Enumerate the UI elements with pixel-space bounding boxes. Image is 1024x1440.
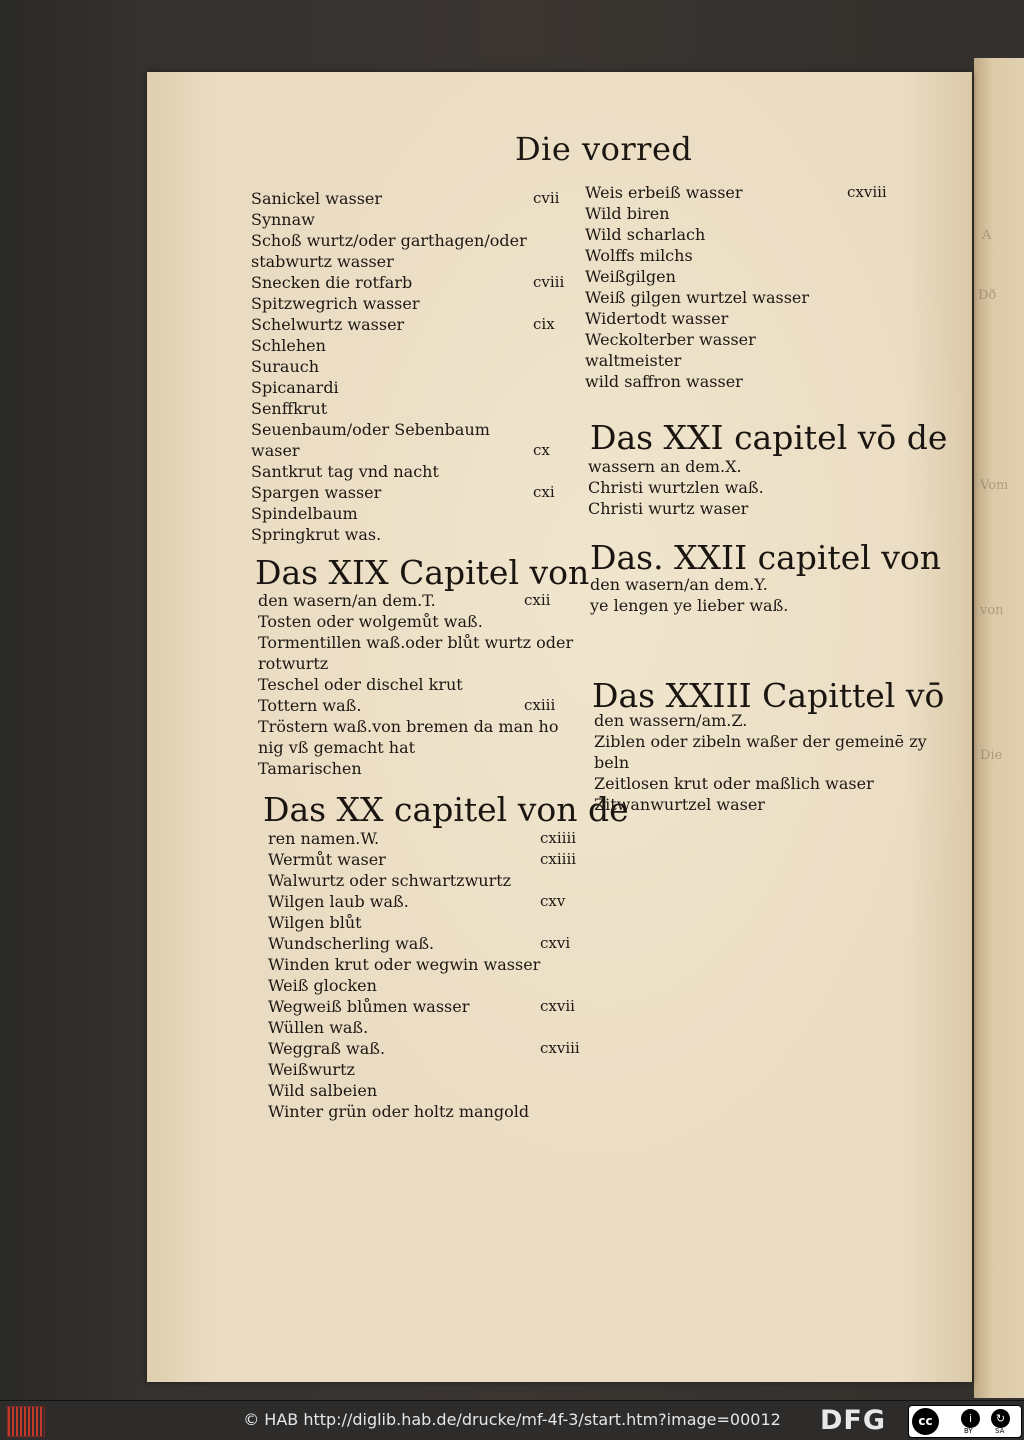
index-entry-text: Wüllen waß.	[268, 1018, 369, 1037]
index-entry-text: rotwurtz	[258, 654, 329, 673]
index-entry-text: Wild biren	[585, 204, 670, 223]
folio-number: cviii	[533, 273, 565, 291]
index-entry-text: nig vß gemacht hat	[258, 738, 416, 757]
index-entry	[251, 272, 571, 293]
index-entry	[258, 758, 578, 779]
index-entry-text: Wilgen blůt	[268, 913, 362, 932]
index-entry	[251, 482, 571, 503]
index-entry-text: Christi wurtzlen waß.	[588, 478, 764, 497]
index-entry-text: Schoß wurtz/oder garthagen/oder	[251, 231, 527, 250]
index-entry-text: Sanickel wasser	[251, 189, 383, 208]
chapter-xix-index	[258, 590, 578, 779]
index-entry	[268, 1017, 588, 1038]
left-column-index	[251, 188, 571, 545]
folio-number: cxvi	[540, 934, 571, 952]
cc-icon: cc	[912, 1408, 939, 1435]
index-entry	[594, 794, 909, 815]
folio-number: cxi	[533, 483, 555, 501]
index-entry-text: Schlehen	[251, 336, 326, 355]
index-entry	[585, 350, 900, 371]
footer-bar	[0, 1400, 1024, 1440]
folio-number: cvii	[533, 189, 560, 207]
index-entry-text: Senffkrut	[251, 399, 328, 418]
folio-number: cix	[533, 315, 555, 333]
index-entry-text: Winter grün oder holtz mangold	[268, 1102, 530, 1121]
index-entry-text: Weis erbeiß wasser	[585, 183, 743, 202]
chapter-xx-index	[268, 828, 588, 1122]
index-entry-text: Christi wurtz waser	[588, 499, 749, 518]
index-entry-text: Seuenbaum/oder Sebenbaum	[251, 420, 490, 439]
chapter-xxi-heading: Das XXI capitel vō de	[590, 418, 948, 457]
index-entry	[594, 752, 909, 773]
index-entry-text: Tröstern waß.von bremen da man ho	[258, 717, 559, 736]
chapter-xxiii-index	[594, 710, 927, 815]
right-column-index	[585, 182, 900, 392]
index-entry	[594, 773, 909, 794]
index-entry	[268, 1059, 588, 1080]
dfg-logo: DFG	[820, 1405, 887, 1436]
folio-number: cxii	[524, 591, 551, 609]
index-entry-text: Synnaw	[251, 210, 315, 229]
chapter-xxii-heading: Das. XXII capitel von	[590, 538, 942, 577]
folio-number: cxiii	[524, 696, 556, 714]
index-entry-text: Spargen wasser	[251, 483, 382, 502]
index-entry	[258, 653, 578, 674]
index-entry	[585, 329, 900, 350]
index-entry	[585, 182, 900, 203]
folio-number: cxviii	[540, 1039, 580, 1057]
index-entry	[268, 849, 588, 870]
index-entry	[268, 912, 588, 933]
index-entry-text: stabwurtz wasser	[251, 252, 394, 271]
index-entry	[251, 356, 571, 377]
index-entry	[251, 398, 571, 419]
index-entry-text: den wasern/an dem.T.	[258, 591, 436, 610]
folio-number: cxiiii	[540, 829, 577, 847]
index-entry-text: Weckolterber wasser	[585, 330, 756, 349]
index-entry-text: Wilgen laub waß.	[268, 892, 409, 911]
index-entry	[251, 377, 571, 398]
index-entry	[588, 477, 903, 498]
index-entry	[585, 224, 900, 245]
index-entry	[251, 230, 571, 251]
index-entry	[585, 203, 900, 224]
index-entry	[251, 419, 571, 440]
index-entry	[268, 891, 588, 912]
index-entry	[585, 266, 900, 287]
index-entry-text: wild saffron wasser	[585, 372, 743, 391]
index-entry	[258, 716, 578, 737]
index-entry-text: Weißgilgen	[585, 267, 676, 286]
index-entry-text: Ziblen oder zibeln waßer der gemeinē zy	[594, 732, 927, 751]
index-entry-text: ren namen.W.	[268, 829, 380, 848]
index-entry	[594, 731, 927, 752]
copyright-link[interactable]: © HAB http://diglib.hab.de/drucke/mf-4f-3/start.htm?image=00012	[243, 1410, 781, 1429]
index-entry-text: Tottern waß.	[258, 696, 362, 715]
index-entry-text: Zeitlosen krut oder maßlich waser	[594, 774, 874, 793]
index-entry-text: Wermůt waser	[268, 850, 386, 869]
index-entry	[268, 1101, 588, 1122]
index-entry-text: Weißwurtz	[268, 1060, 355, 1079]
index-entry	[590, 595, 905, 616]
folio-number: cxvii	[540, 997, 575, 1015]
index-entry	[251, 209, 571, 230]
index-entry-text: Walwurtz oder schwartzwurtz	[268, 871, 512, 890]
chapter-xx-heading: Das XX capitel von de	[263, 790, 629, 829]
index-entry	[251, 440, 571, 461]
index-entry-text: Wegweiß blůmen wasser	[268, 997, 470, 1016]
index-entry	[251, 251, 571, 272]
index-entry	[585, 308, 900, 329]
index-entry-text: beln	[594, 753, 630, 772]
index-entry	[251, 461, 571, 482]
index-entry	[590, 574, 905, 595]
index-entry-text: Wild salbeien	[268, 1081, 378, 1100]
index-entry-text: waser	[251, 441, 300, 460]
index-entry-text: Wild scharlach	[585, 225, 706, 244]
chapter-xxii-index	[590, 574, 905, 616]
index-entry-text: ye lengen ye lieber waß.	[590, 596, 789, 615]
index-entry-text: Spicanardi	[251, 378, 339, 397]
index-entry-text: Weggraß waß.	[268, 1039, 386, 1058]
folio-number: cx	[533, 441, 550, 459]
index-entry	[258, 674, 578, 695]
share-alike-icon: ↻	[991, 1409, 1010, 1428]
index-entry-text: Teschel oder dischel krut	[258, 675, 463, 694]
index-entry	[585, 245, 900, 266]
index-entry-text: Tamarischen	[258, 759, 362, 778]
index-entry-text: Winden krut oder wegwin wasser	[268, 955, 541, 974]
index-entry	[251, 335, 571, 356]
index-entry	[268, 1080, 588, 1101]
index-entry	[258, 737, 578, 758]
index-entry	[251, 188, 571, 209]
index-entry	[268, 954, 588, 975]
cc-by-sa-license-badge[interactable]	[908, 1405, 1022, 1438]
index-entry	[585, 287, 900, 308]
index-entry-text: den wassern/am.Z.	[594, 711, 748, 730]
index-entry-text: Spindelbaum	[251, 504, 358, 523]
index-entry-text: Tosten oder wolgemůt waß.	[258, 612, 483, 631]
index-entry	[268, 870, 588, 891]
index-entry	[251, 524, 571, 545]
folio-number: cxiiii	[540, 850, 577, 868]
index-entry	[588, 456, 903, 477]
index-entry-text: den wasern/an dem.Y.	[590, 575, 768, 594]
index-entry-text: Spitzwegrich wasser	[251, 294, 420, 313]
index-entry-text: Wundscherling waß.	[268, 934, 435, 953]
index-entry	[268, 1038, 588, 1059]
person-icon: i	[961, 1409, 980, 1428]
chapter-xxi-index	[588, 456, 903, 519]
license-by-label: BY	[964, 1427, 973, 1435]
chapter-xix-heading: Das XIX Capitel von	[255, 553, 590, 592]
index-entry	[268, 933, 588, 954]
index-entry	[268, 996, 588, 1017]
index-entry-text: Surauch	[251, 357, 320, 376]
index-entry	[258, 632, 578, 653]
index-entry-text: Snecken die rotfarb	[251, 273, 413, 292]
index-entry	[251, 293, 571, 314]
index-entry-text: waltmeister	[585, 351, 682, 370]
index-entry-text: Tormentillen waß.oder blůt wurtz oder	[258, 633, 574, 652]
index-entry	[258, 611, 578, 632]
index-entry-text: Schelwurtz wasser	[251, 315, 405, 334]
index-entry-text: Widertodt wasser	[585, 309, 729, 328]
license-sa-label: SA	[995, 1427, 1005, 1435]
folio-number: cxviii	[847, 183, 887, 201]
index-entry-text: wassern an dem.X.	[588, 457, 742, 476]
index-entry	[268, 828, 588, 849]
index-entry-text: Springkrut was.	[251, 525, 382, 544]
adjacent-page-edge: A Dð Vom von Die	[974, 58, 1024, 1398]
folio-number: cxv	[540, 892, 566, 910]
index-entry	[258, 695, 578, 716]
index-entry-text: Weiß glocken	[268, 976, 377, 995]
index-entry	[594, 710, 909, 731]
index-entry-text: Weiß gilgen wurtzel wasser	[585, 288, 810, 307]
index-entry	[251, 503, 571, 524]
index-entry-text: Santkrut tag vnd nacht	[251, 462, 439, 481]
index-entry	[585, 371, 900, 392]
index-entry	[251, 314, 571, 335]
index-entry-text: Wolffs milchs	[585, 246, 693, 265]
index-entry	[268, 975, 588, 996]
running-head: Die vorred	[515, 130, 693, 168]
chapter-xxiii-heading: Das XXIII Capittel vō	[592, 676, 945, 715]
index-entry-text: Zitwanwurtzel waser	[594, 795, 765, 814]
index-entry	[258, 590, 578, 611]
index-entry	[588, 498, 903, 519]
